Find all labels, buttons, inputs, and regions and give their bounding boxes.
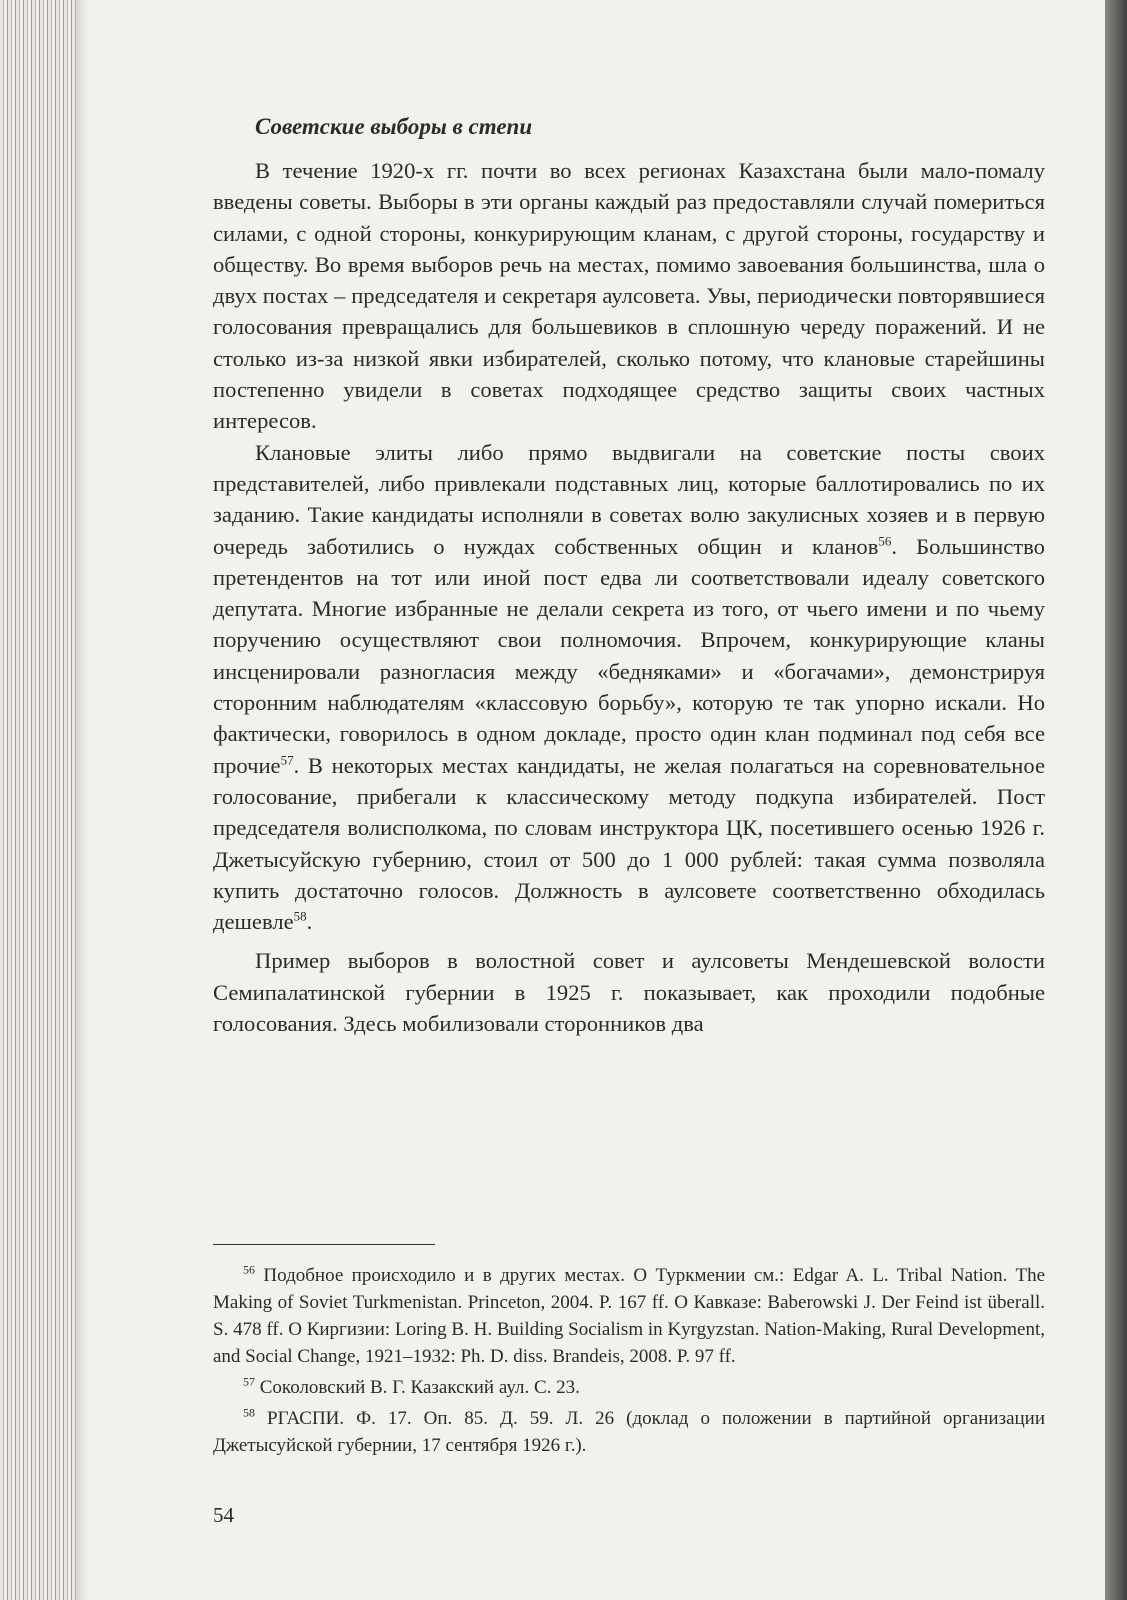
footnote-text: Подобное происходило и в других местах. О Туркмении см.: Edgar A. L. Tribal Nation. The Making of Soviet Turkmenistan. Princeton, 2004. P. 167 ff. О Кавказе: Baberowski J. Der Feind ist überall. S. 478 ff. О Киргизии: Loring B. H. Building Socialism in Kyrgyzstan. Nation-Making, Rural Development, and Social Change, 1921–1932: Ph. D. diss. Brandeis, 2008. P. 97 ff. <box>213 1265 1046 1367</box>
footnote-text: Соколовский В. Г. Казакский аул. С. 23. <box>259 1377 580 1398</box>
footnote-number: 57 <box>243 1374 255 1389</box>
page-number: 54 <box>213 1503 234 1527</box>
footnote-ref-56[interactable]: 56 <box>878 533 892 549</box>
paragraph-2-part-d: . <box>306 909 313 935</box>
paragraph-2 <box>213 437 1045 938</box>
footnote-ref-57[interactable]: 57 <box>280 752 294 768</box>
footnote-number: 56 <box>243 1262 255 1277</box>
paragraph-1: В течение 1920-х гг. почти во всех регионах Казахстана были мало-помалу введены советы. Выборы в эти органы каждый раз предоставляли случай помериться силами, с одной стороны, конкурирующим кланам, с другой стороны, государству и обществу. Во время выборов речь на местах, помимо завоевания большинства, шла о двух постах – председателя и секретаря аулсовета. Увы, периодически повторявшиеся голосования превращались для большевиков в сплошную череду поражений. И не столько из-за низкой явки избирателей, сколько потому, что клановые старейшины постепенно увидели в советах подходящее средство защиты своих частных интересов. <box>213 158 1045 434</box>
paragraph-2-part-c: . В некоторых местах кандидаты, не желая полагаться на соревновательное голосование, прибегали к классическому методу подкупа избирателей. Пост председателя волисполкома, по словам инструктора ЦК, посетившего осенью 1926 г. Джетысуйскую губернию, стоил от 500 до 1 000 рублей: такая сумма позволяла купить достаточно голосов. Должность в аулсовете соответственно обходилась дешевле <box>213 752 1045 935</box>
section-title: Советские выборы в степи <box>255 114 533 139</box>
main-text <box>213 113 1045 1039</box>
book-page-edges <box>0 0 90 1600</box>
scan-margin-shadow <box>1105 0 1127 1600</box>
footnote-58 <box>213 1405 1045 1459</box>
footnote-57 <box>213 1374 1045 1401</box>
footnotes <box>213 1262 1045 1463</box>
footnote-ref-58[interactable]: 58 <box>293 908 307 924</box>
footnote-divider <box>213 1244 435 1245</box>
paragraph-2-part-a: Клановые элиты либо прямо выдвигали на советские посты своих представителей, либо привлекали подставных лиц, которые баллотировались по их заданию. Такие кандидаты исполняли в советах волю закулисных хозяев и в первую очередь заботились о нуждах собственных общин и кланов <box>213 439 1045 559</box>
footnote-56 <box>213 1262 1045 1370</box>
paragraph-3: Пример выборов в волостной совет и аулсоветы Мендешевской волости Семипалатинской губернии в 1925 г. показывает, как проходили подобные голосования. Здесь мобилизовали сторонников два <box>213 948 1045 1037</box>
footnote-number: 58 <box>243 1405 255 1420</box>
book-page <box>90 0 1105 1600</box>
paragraph-2-part-b: . Большинство претендентов на тот или иной пост едва ли соответствовали идеалу советского депутата. Многие избранные не делали секрета из того, от чьего имени и по чьему поручению осуществляют свои полномочия. Впрочем, конкурирующие кланы инсценировали разногласия между «бедняками» и «богачами», демонстрируя сторонним наблюдателям «классовую борьбу», которую те так упорно искали. Но фактически, говорилось в одном докладе, просто один клан подминал под себя все прочие <box>213 533 1045 778</box>
footnote-text: РГАСПИ. Ф. 17. Оп. 85. Д. 59. Л. 26 (доклад о положении в партийной организации Джетысуйской губернии, 17 сентября 1926 г.). <box>213 1408 1046 1456</box>
